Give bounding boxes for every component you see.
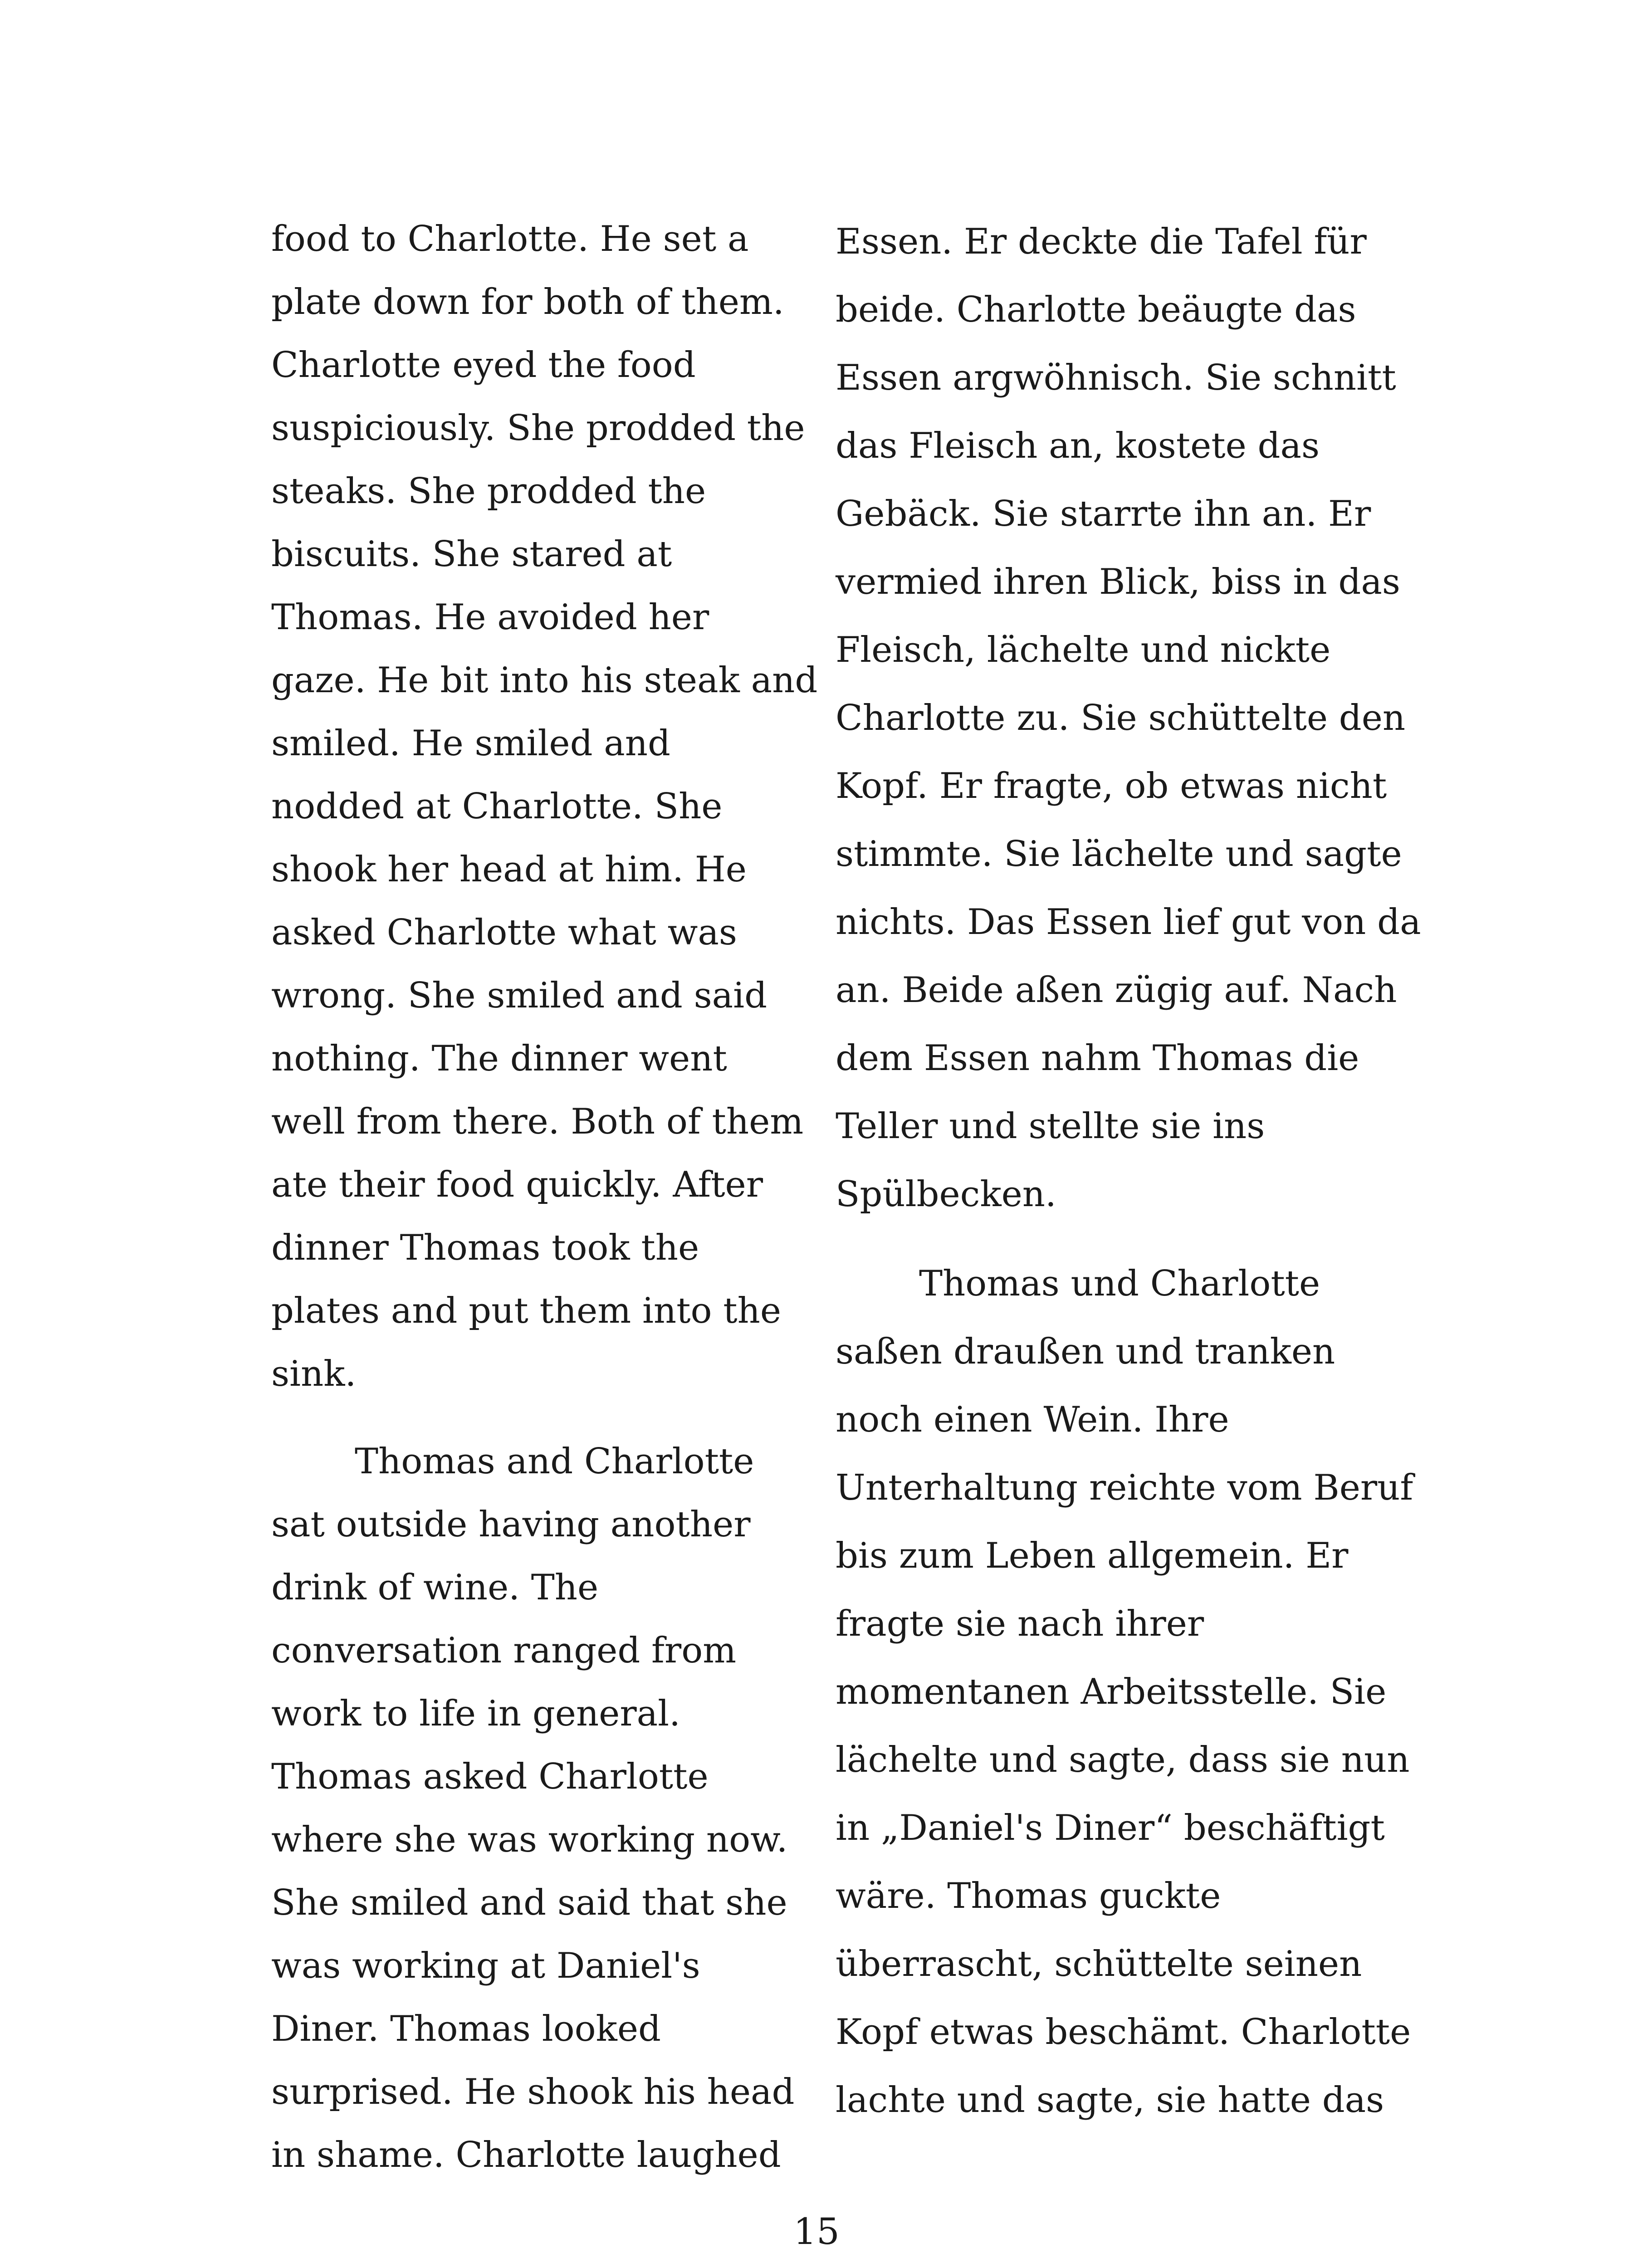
text-line: Essen. Er deckte die Tafel für: [836, 221, 1367, 262]
german-paragraph-2: [836, 1250, 1413, 2134]
text-line: Charlotte zu. Sie schüttelte den: [836, 698, 1406, 738]
text-line: where she was working now.: [271, 1819, 788, 1860]
text-line: drink of wine. The: [271, 1567, 599, 1608]
text-line: well from there. Both of them: [271, 1101, 804, 1142]
text-line: plate down for both of them.: [271, 282, 784, 323]
text-line: Thomas asked Charlotte: [271, 1756, 709, 1797]
text-line: Kopf. Er fragte, ob etwas nicht: [836, 766, 1387, 807]
text-line: wrong. She smiled and said: [271, 975, 768, 1016]
german-paragraph-1: [836, 208, 1421, 1228]
text-line: noch einen Wein. Ihre: [836, 1399, 1229, 1440]
text-line: vermied ihren Blick, biss in das: [836, 562, 1400, 602]
text-line: surprised. He shook his head: [271, 2072, 795, 2112]
english-paragraph-2: [271, 1430, 797, 2187]
text-line: Teller und stellte sie ins: [836, 1106, 1265, 1147]
text-line: Charlotte eyed the food: [271, 345, 696, 386]
text-line: food to Charlotte. He set a: [271, 219, 749, 259]
text-line: Kopf etwas beschämt. Charlotte: [836, 2012, 1411, 2053]
text-line: Gebäck. Sie starrte ihn an. Er: [836, 494, 1371, 534]
text-line: sat outside having another: [271, 1504, 751, 1545]
text-line: lächelte und sagte, dass sie nun: [836, 1740, 1410, 1780]
text-line: Thomas. He avoided her: [271, 597, 709, 638]
text-line: work to life in general.: [271, 1693, 680, 1734]
text-line: nichts. Das Essen lief gut von da: [836, 902, 1421, 943]
text-line: sink.: [271, 1354, 357, 1394]
english-paragraph-1: [271, 208, 818, 1406]
text-line: Thomas and Charlotte: [355, 1441, 754, 1482]
text-line: gaze. He bit into his steak and: [271, 660, 818, 701]
text-line: momentanen Arbeitsstelle. Sie: [836, 1672, 1387, 1712]
page-number: 15: [793, 2210, 840, 2253]
text-line: wäre. Thomas guckte: [836, 1876, 1221, 1916]
text-line: fragte sie nach ihrer: [836, 1603, 1204, 1644]
text-line: She smiled and said that she: [271, 1882, 787, 1923]
text-line: ate their food quickly. After: [271, 1164, 763, 1205]
text-line: dem Essen nahm Thomas die: [836, 1038, 1359, 1079]
text-line: biscuits. She stared at: [271, 534, 672, 575]
text-line: lachte und sagte, sie hatte das: [836, 2080, 1384, 2121]
text-line: Essen argwöhnisch. Sie schnitt: [836, 357, 1396, 398]
text-line: conversation ranged from: [271, 1630, 737, 1671]
text-line: Fleisch, lächelte und nickte: [836, 630, 1331, 670]
text-line: überrascht, schüttelte seinen: [836, 1944, 1362, 1984]
text-line: stimmte. Sie lächelte und sagte: [836, 834, 1402, 875]
text-line: saßen draußen und tranken: [836, 1331, 1335, 1372]
text-line: nodded at Charlotte. She: [271, 786, 723, 827]
text-line: beide. Charlotte beäugte das: [836, 289, 1356, 330]
text-line: bis zum Leben allgemein. Er: [836, 1535, 1349, 1576]
text-line: asked Charlotte what was: [271, 912, 737, 953]
german-column: [836, 208, 1421, 2134]
text-line: smiled. He smiled and: [271, 723, 670, 764]
text-line: steaks. She prodded the: [271, 471, 706, 512]
text-line: nothing. The dinner went: [271, 1038, 727, 1079]
text-line: shook her head at him. He: [271, 849, 747, 890]
text-line: plates and put them into the: [271, 1290, 781, 1331]
text-line: Thomas und Charlotte: [919, 1263, 1320, 1304]
text-line: das Fleisch an, kostete das: [836, 425, 1320, 466]
text-line: Spülbecken.: [836, 1174, 1056, 1215]
text-line: suspiciously. She prodded the: [271, 408, 805, 449]
text-line: in shame. Charlotte laughed: [271, 2135, 781, 2175]
english-column: [271, 208, 818, 2187]
text-line: was working at Daniel's: [271, 1945, 700, 1986]
text-line: Unterhaltung reichte vom Beruf: [836, 1467, 1413, 1508]
text-line: in „Daniel's Diner“ beschäftigt: [836, 1808, 1385, 1848]
text-line: an. Beide aßen zügig auf. Nach: [836, 970, 1397, 1011]
text-line: dinner Thomas took the: [271, 1227, 699, 1268]
text-line: Diner. Thomas looked: [271, 2009, 661, 2049]
